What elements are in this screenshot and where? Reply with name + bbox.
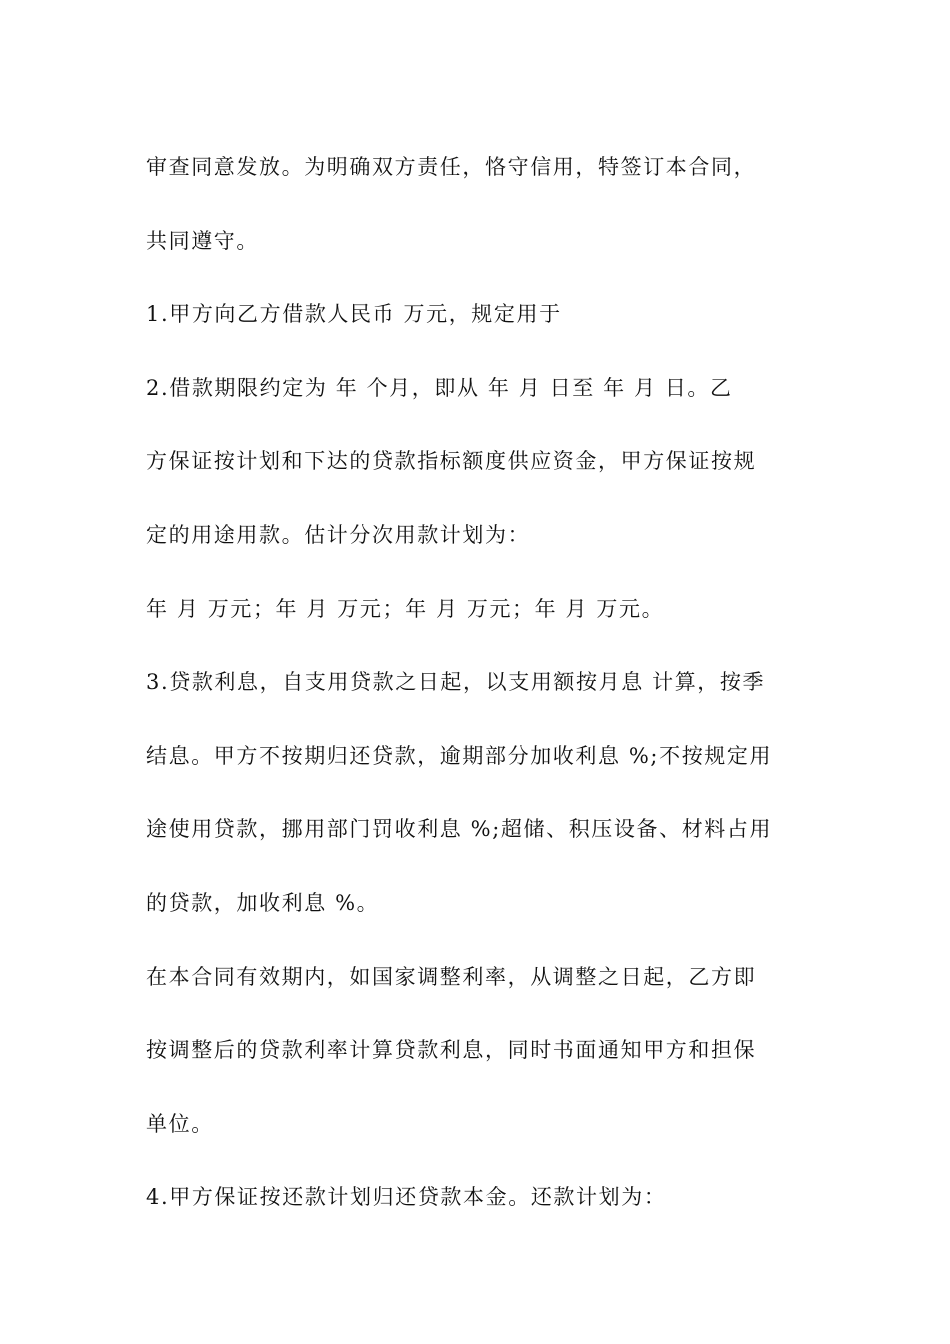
text-line: 审查同意发放。为明确双方责任，恪守信用，特签订本合同， [146, 155, 757, 179]
text-line: 单位。 [146, 1111, 214, 1136]
text-line: 的贷款，加收利息 %。 [146, 890, 380, 915]
text-line: 结息。甲方不按期归还贷款，逾期部分加收利息 %;不按规定用 [146, 743, 773, 768]
text-line: 按调整后的贷款利率计算贷款利息，同时书面通知甲方和担保 [146, 1038, 757, 1063]
text-line: 在本合同有效期内，如国家调整利率，从调整之日起，乙方即 [146, 964, 757, 989]
text-line: 3.贷款利息，自支用贷款之日起，以支用额按月息 计算，按季 [146, 670, 766, 695]
text-line: 方保证按计划和下达的贷款指标额度供应资金，甲方保证按规 [146, 449, 757, 474]
document-body [146, 131, 810, 1235]
text-line: 定的用途用款。估计分次用款计划为： [146, 522, 531, 547]
text-line: 年 月 万元；年 月 万元；年 月 万元；年 月 万元。 [146, 596, 665, 621]
text-line: 2.借款期限约定为 年 个月，即从 年 月 日至 年 月 日。乙 [146, 375, 733, 400]
text-line: 途使用贷款，挪用部门罚收利息 %;超储、积压设备、材料占用 [146, 817, 773, 842]
text-line: 共同遵守。 [146, 228, 259, 253]
text-line: 1.甲方向乙方借款人民币 万元，规定用于 [146, 302, 562, 327]
text-line: 4.甲方保证按还款计划归还贷款本金。还款计划为： [146, 1185, 667, 1210]
